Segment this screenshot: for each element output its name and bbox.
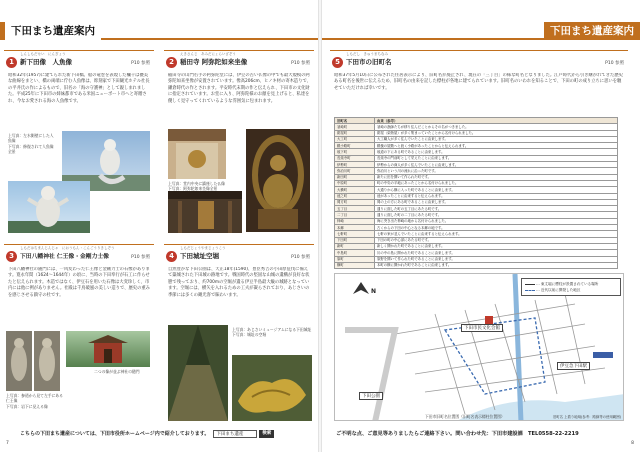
old-town-name: 紺屋町 <box>335 130 375 136</box>
caption-line: 上写真：堂内中央に鎮座した仏像 <box>168 181 225 186</box>
section-3 <box>4 244 154 424</box>
left-header-title: 下田まち遺産案内 <box>0 22 101 40</box>
map-park-label: 下田公園 <box>359 392 383 400</box>
caption-line: 上写真：参道から見て左手にある仁王像 <box>6 393 63 404</box>
old-town-name: 殿小路町 <box>335 143 375 149</box>
old-town-name: 中原町 <box>335 180 375 186</box>
section-ruby: えきさんじ あみだにょらいざぞう <box>180 52 236 56</box>
right-header <box>322 22 640 40</box>
town-origin: 新しく開かれた町であることに由来します。 <box>375 243 618 249</box>
town-origin: 大通りから横に入った町であることに由来します。 <box>375 187 618 193</box>
town-origin: 殿様の屋敷へと続く小路があったことからと伝えられます。 <box>375 143 618 149</box>
old-town-name: 新田町 <box>335 174 375 180</box>
nio-statue-right-photo <box>34 331 60 391</box>
photo-caption <box>232 327 312 338</box>
old-town-name: 五丁目 <box>335 206 375 212</box>
right-footer: ご不明な点、ご意見等ありましたらご連絡下さい。問い合わせ先：下田市建設課 TEL0558-22-2219 <box>336 431 579 437</box>
page-ref: P10 参照 <box>605 61 624 66</box>
old-town-name: 大横町 <box>335 187 375 193</box>
legend-swatch <box>525 284 535 285</box>
map-caption: 下田市旧町名位置図（旧町名表示標柱位置図） <box>425 414 505 419</box>
section-number: 4 <box>166 251 177 262</box>
section-title: 下田城址空堀 <box>180 252 219 260</box>
map-station-label: 伊豆急下田駅 <box>557 362 590 370</box>
town-origin: 池があったことに由来すると伝えられます。 <box>375 193 618 199</box>
page-ref: P10 参照 <box>291 255 310 260</box>
old-town-name: 伊勢町 <box>335 162 375 168</box>
left-page <box>0 0 318 452</box>
right-page <box>322 0 640 452</box>
section-ruby: しもだじょうやまじょうこう <box>180 246 226 250</box>
legend-label: … 東丈堀に標柱が設置されている場所 <box>536 282 599 286</box>
legend-item <box>525 287 617 293</box>
town-origin: 七軒の家が並んでいたことに由来すると伝えられます。 <box>375 231 618 237</box>
right-page-number: 8 <box>631 441 634 446</box>
page-ref: P10 参照 <box>131 61 150 66</box>
caption-line: 下写真：阿弥陀如来坐像全景 <box>168 186 218 192</box>
caption-line: 下写真：城址の空堀 <box>232 332 267 338</box>
section-ruby: しもだし きゅうまちなみ <box>346 52 388 56</box>
left-footer <box>20 427 318 441</box>
legend-swatch <box>525 290 535 291</box>
caption-line: 下写真：岩下に見える像 <box>6 403 48 409</box>
section-number: 5 <box>332 57 343 68</box>
page-ref: P10 参照 <box>131 255 150 260</box>
shrine-gate-photo <box>66 331 150 367</box>
old-town-name: 二丁目 <box>335 212 375 218</box>
nio-statue-left-photo <box>6 331 32 391</box>
town-origin: 通りに面した町の五丁目にあたる町です。 <box>375 206 618 212</box>
map-museum-label: 下田市民文化会館 <box>461 324 503 332</box>
old-town-name: 柿崎 <box>335 218 375 224</box>
left-header <box>0 22 318 40</box>
town-origin: 新たに田を開いて作られた町です。 <box>375 174 618 180</box>
section-5 <box>330 50 628 422</box>
old-town-name: 池之町 <box>335 193 375 199</box>
temple-hall-photo <box>168 191 242 233</box>
castle-moat-photo <box>168 325 228 421</box>
old-town-table <box>334 117 618 269</box>
table-row <box>335 262 618 268</box>
town-origin: 長楽寺の門前町として栄えたことに由来します。 <box>375 155 618 161</box>
section-title: 下田八幡神社 仁王像・金剛力士像 <box>20 254 109 260</box>
old-town-name: 下田町 <box>335 237 375 243</box>
section-body: 昭和32年(1957)に建てられた新下田橋。船の竜巻を表現した欄干は優美な曲線をまとい、橋の両端に佇む人魚像は、彫刻家で下田観光ホテル社長の平井氏の作によるもので、旧名の「海の守護神」として親しまれました。平成25年に下田市の姉妹都市である米国ニューポート市へと寄贈され、今なお愛される海の人魚像です。 <box>8 73 150 104</box>
old-town-name: 横町 <box>335 262 375 268</box>
section-number: 2 <box>166 57 177 68</box>
old-town-name: 大工町 <box>335 136 375 142</box>
town-origin: 下田の町の中心部にあたる町です。 <box>375 237 618 243</box>
town-origin: 原野を開いて作られた町であることに由来します。 <box>375 256 618 262</box>
table-header: 由来（参考） <box>375 118 618 124</box>
old-town-name: 七軒町 <box>335 231 375 237</box>
old-town-name: 中島町 <box>335 250 375 256</box>
site-search-button[interactable]: 検索 <box>259 430 274 438</box>
section-title: 稲田寺 阿弥陀如来坐像 <box>180 58 248 66</box>
site-search-input[interactable]: 下田まち遺産 <box>213 430 257 438</box>
section-2 <box>164 50 314 235</box>
caption-line: 上写真：左水側壁にした人魚像 <box>8 133 54 144</box>
footer-text: こちらの下田まち遺産については、下田市役所ホームページ内で紹介しております。 <box>20 431 210 437</box>
map-north-label: N <box>371 288 377 295</box>
section-number: 3 <box>6 251 17 262</box>
section-title: 下田市の旧町名 <box>346 58 392 66</box>
map-note: 旧町名 上着り地域(参考：路線等の使用範囲) <box>552 415 621 419</box>
old-town-name: 新町 <box>335 243 375 249</box>
section-title: 新下田像 人魚像 <box>20 58 72 66</box>
temple-interior-photo <box>168 129 226 179</box>
section-ruby: しもだはちまんじんじゃ におうもん・こんごうりきしぞう <box>20 246 115 250</box>
inset-caption: 二つの像が並ぶ神社の随門 <box>94 369 140 374</box>
old-town-name: 岡方町 <box>335 199 375 205</box>
left-page-number: 7 <box>6 441 9 446</box>
town-origin: 通りに面した町の二丁目にあたる町です。 <box>375 212 618 218</box>
old-town-name: 坂下町 <box>335 149 375 155</box>
town-origin: 須崎の漁師たちが移り住んだことからその名がつきました。 <box>375 124 618 130</box>
old-town-name: 弥治川町 <box>335 168 375 174</box>
town-origin: 弥治川という川の流れに沿った町です。 <box>375 168 618 174</box>
section-1 <box>4 50 154 235</box>
section-body: 自然豊かな下田公園は、天正18年(1590)、豊臣秀吉の小田原征伐に備えて築城された下田城の跡地です。戦国時代の堅固な山城の遺構が良好な状態で残っており、約700mの空堀が遺る伊豆半島最大級の城跡となっています。空堀には、横矢を入れるための工夫が凝らされており、あじさいの季節には多くの観光客で賑わいます。 <box>168 267 310 298</box>
town-map <box>334 273 624 421</box>
section-number: 1 <box>6 57 17 68</box>
right-header-title: 下田まち遺産案内 <box>544 22 640 40</box>
town-origin: 川の中の島に開かれた町であることに由来します。 <box>375 250 618 256</box>
town-origin: 町の中央の平地にあったことから名付けられました。 <box>375 180 618 186</box>
town-origin: 大工職人が多く住んでいたことに由来します。 <box>375 136 618 142</box>
town-origin: 紺屋（染物屋）が多く集まっていたことから名付けられました。 <box>375 130 618 136</box>
section-body: 下田八幡神社の随門には、一风変わった仁王像と金剛力士の石像があります。寛永年間（1624〜1644年）の頃に、当時の下田奉行が石工に作らせたと伝えられます。木造ではなく、伊豆石を用いた石像は大変珍しく、市内には他に例がありません。社殿は千鳥破風の美しい造りで、歴史の重みを感じさせる鎮守の杜です。 <box>8 267 150 298</box>
mermaid-close-photo <box>8 181 90 233</box>
old-town-name: 原町 <box>335 256 375 262</box>
table-header: 旧町名 <box>335 118 375 124</box>
town-origin: 伊勢からの商人が多く住んでいたことに由来します。 <box>375 162 618 168</box>
section-body: 昭和37年5月10日に公布された住居表示により、旧町名が廃止され、現在の「三丁目」の様な町名となりました。江戸時代から引き継がれてきた歴史ある町名を後世に伝えるため、旧町名の由来を記した標柱が各地に建てられています。旧町名のいわれを知ることで、下田の町の成り立ちに思いを馳せていただければ幸いです。 <box>334 73 623 91</box>
caption-line: 下写真：修復されて人魚像全景 <box>8 143 54 155</box>
old-town-name: 本郷 <box>335 225 375 231</box>
section-body: 稲田寺の山門右手の阿弥陀堂には、伊豆の古い仏像の中でも最大規模の阿弥陀如来坐像が安置されています。像高206cm、ヒノキ材の寄木造りで、鎌倉時代の作とされます。平安時代末期の作と伝えられ、下田市の文化財に指定されています。お堂に入り、阿弥陀様のお顔を見上げると、私達を優しく見守ってくれているような雰囲気に包まれます。 <box>168 73 312 104</box>
photo-caption <box>6 393 66 409</box>
old-town-name: 須崎町 <box>335 124 375 130</box>
town-origin: 海に突き出た柿崎の地から名付けられました。 <box>375 218 618 224</box>
town-origin: 坂道の下にある町であることに由来します。 <box>375 149 618 155</box>
town-origin: 古くからの下田の中心となる本郷の地です。 <box>375 225 618 231</box>
town-origin: 岡の上の方にある町であることに由来します。 <box>375 199 618 205</box>
page-ref: P10 参照 <box>291 61 310 66</box>
town-origin: 本町の横に開かれた町であることに由来します。 <box>375 262 618 268</box>
section-4 <box>164 244 314 424</box>
section-ruby: しんしもだせい にんぎょう <box>20 52 66 56</box>
legend-label: … 近代以前に開発した地区 <box>536 288 581 292</box>
old-town-name: 長楽寺町 <box>335 155 375 161</box>
amida-buddha-photo <box>246 129 310 232</box>
castle-rock-photo <box>232 355 312 421</box>
map-legend <box>521 278 621 296</box>
caption-line: 上写真：あじさいミュージアムになる下田城址 <box>232 327 312 332</box>
photo-caption <box>8 133 56 155</box>
